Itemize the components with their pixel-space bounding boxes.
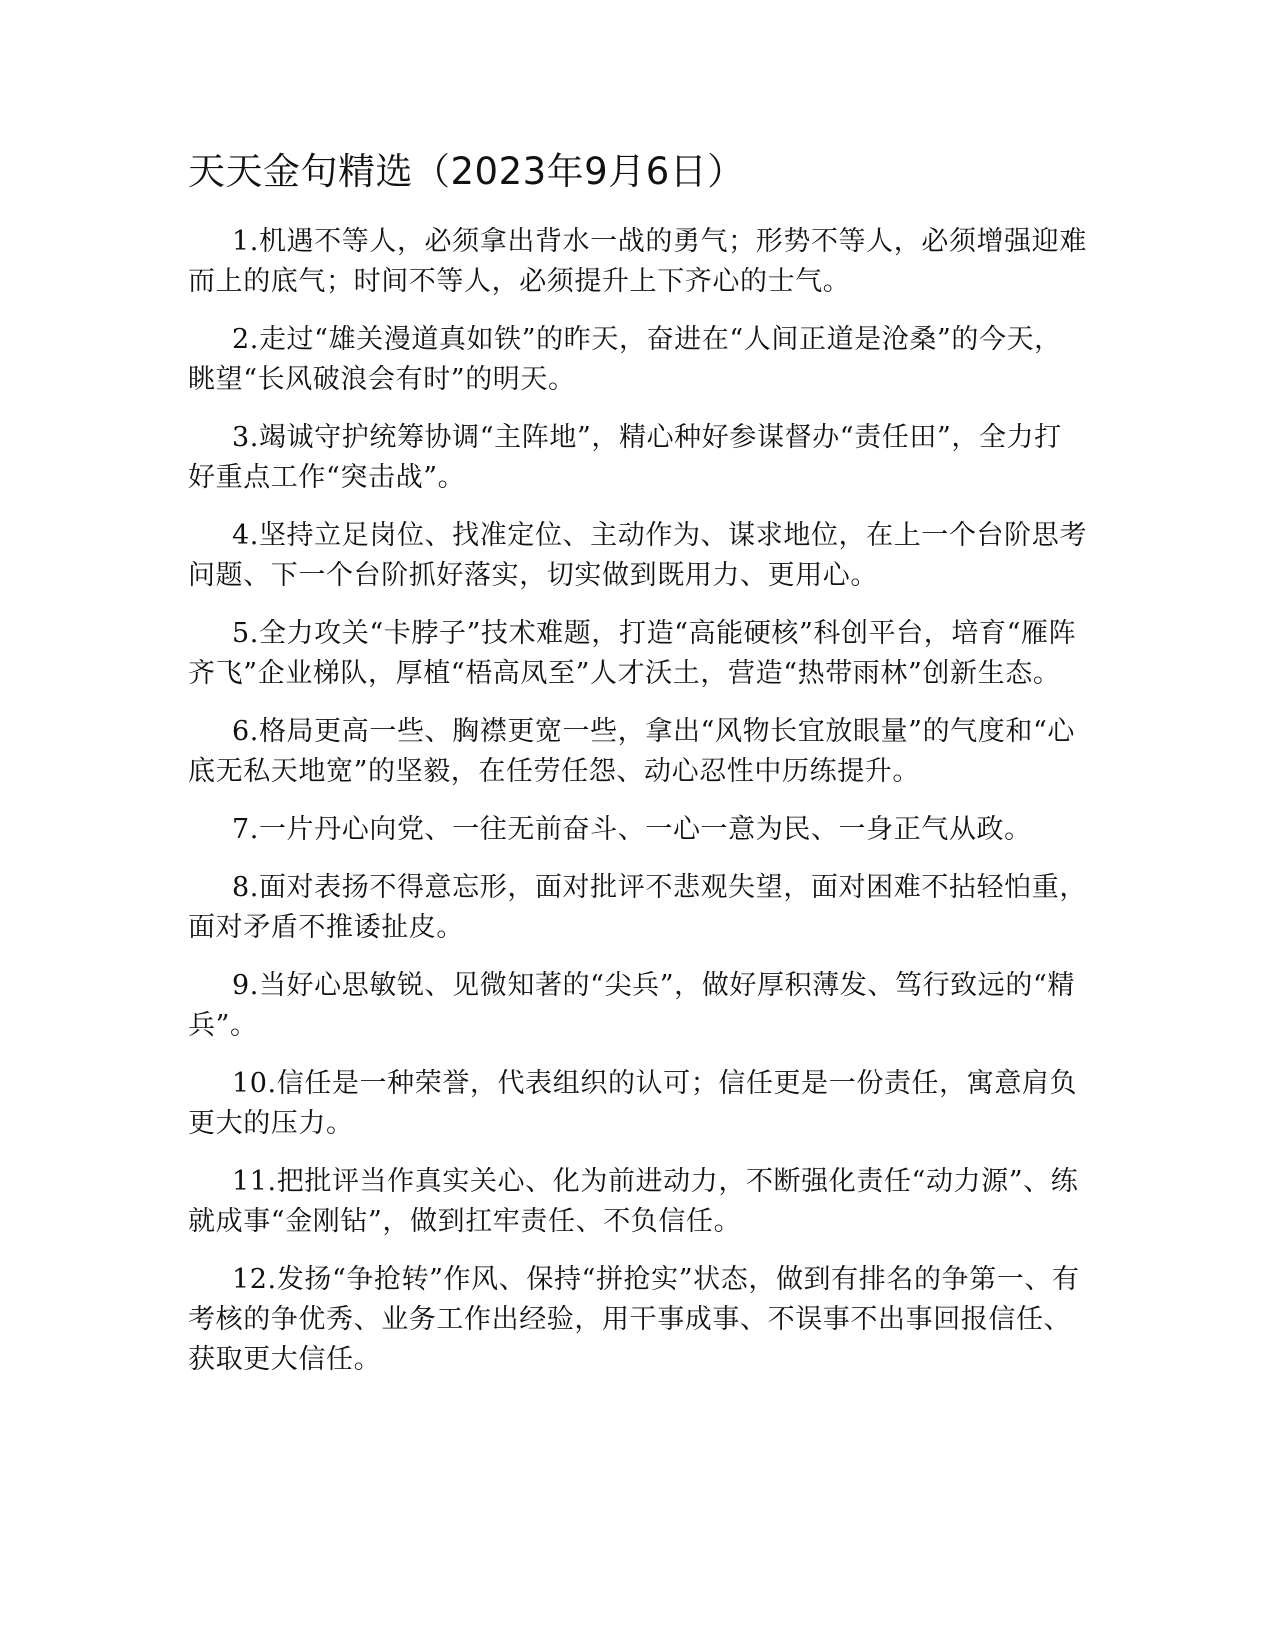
quote-item-7: 7.一片丹心向党、一往无前奋斗、一心一意为民、一身正气从政。 xyxy=(232,814,1032,846)
document-title: 天天金句精选（2023年9月6日） xyxy=(188,150,745,193)
quote-list xyxy=(188,222,1088,1380)
quote-item-12: 12.发扬“争抢转”作风、保持“拼抢实”状态，做到有排名的争第一、有考核的争优秀、业务工作出经验，用干事成事、不误事不出事回报信任、获取更大信任。 xyxy=(188,1264,1080,1376)
quote-item-1: 1.机遇不等人，必须拿出背水一战的勇气；形势不等人，必须增强迎难而上的底气；时间不等人，必须提升上下齐心的士气。 xyxy=(188,226,1087,298)
quote-item-11: 11.把批评当作真实关心、化为前进动力，不断强化责任“动力源”、练就成事“金刚钻”，做到扛牢责任、不负信任。 xyxy=(188,1166,1079,1238)
quote-item-9: 9.当好心思敏锐、见微知著的“尖兵”，做好厚积薄发、笃行致远的“精兵”。 xyxy=(188,970,1075,1042)
quote-item-3: 3.竭诚守护统筹协调“主阵地”，精心种好参谋督办“责任田”，全力打好重点工作“突击战”。 xyxy=(188,422,1062,494)
quote-item-6: 6.格局更高一些、胸襟更宽一些，拿出“风物长宜放眼量”的气度和“心底无私天地宽”的坚毅，在任劳任怨、动心忍性中历练提升。 xyxy=(188,716,1075,788)
quote-item-4: 4.坚持立足岗位、找准定位、主动作为、谋求地位，在上一个台阶思考问题、下一个台阶抓好落实，切实做到既用力、更用心。 xyxy=(188,520,1087,592)
document-page xyxy=(188,150,1088,1398)
quote-item-5: 5.全力攻关“卡脖子”技术难题，打造“高能硬核”科创平台，培育“雁阵齐飞”企业梯队，厚植“梧高凤至”人才沃土，营造“热带雨林”创新生态。 xyxy=(188,618,1077,690)
quote-item-10: 10.信任是一种荣誉，代表组织的认可；信任更是一份责任，寓意肩负更大的压力。 xyxy=(188,1068,1078,1140)
quote-item-8: 8.面对表扬不得意忘形，面对批评不悲观失望，面对困难不拈轻怕重，面对矛盾不推诿扯皮。 xyxy=(188,872,1087,944)
quote-item-2: 2.走过“雄关漫道真如铁”的昨天，奋进在“人间正道是沧桑”的今天，眺望“长风破浪会有时”的明天。 xyxy=(188,324,1062,396)
